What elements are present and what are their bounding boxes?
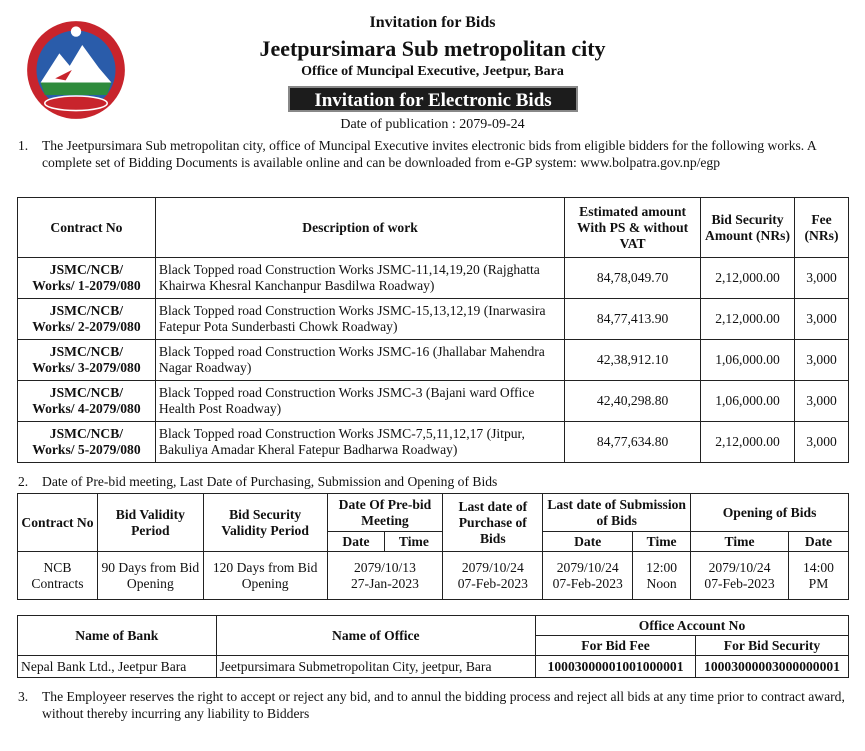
contract-cell: NCB Contracts	[18, 552, 98, 600]
col-bid-validity: Bid Validity Period	[97, 494, 203, 552]
col-bid-fee: For Bid Fee	[536, 636, 696, 656]
amount-cell: 42,40,298.80	[565, 381, 701, 422]
works-table	[17, 197, 849, 463]
col-last-purchase: Last date of Purchase of Bids	[443, 494, 543, 552]
dates-table	[17, 493, 849, 600]
fee-cell: 3,000	[795, 340, 849, 381]
contract-no-cell: JSMC/NCB/ Works/ 5-2079/080	[18, 422, 156, 463]
col-description: Description of work	[155, 198, 564, 258]
notice-heading: Invitation for Bids	[369, 14, 496, 31]
security-cell: 1,06,000.00	[701, 340, 795, 381]
security-account-cell: 10003000003000000001	[696, 656, 849, 678]
sub-time: Time	[633, 532, 691, 552]
description-cell: Black Topped road Construction Works JSMC-3 (Bajani ward Office Health Post Roadway)	[155, 381, 564, 422]
security-cell: 2,12,000.00	[701, 299, 795, 340]
col-bid-security: For Bid Security	[696, 636, 849, 656]
amount-cell: 42,38,912.10	[565, 340, 701, 381]
sub-date: Date	[543, 532, 633, 552]
validity-cell: 90 Days from Bid Opening	[97, 552, 203, 600]
amount-cell: 84,78,049.70	[565, 258, 701, 299]
col-estimated-amount: Estimated amount With PS & without VAT	[565, 198, 701, 258]
table-row	[18, 381, 849, 422]
contract-no-cell: JSMC/NCB/ Works/ 1-2079/080	[18, 258, 156, 299]
paragraph-number: 2.	[18, 474, 29, 489]
security-validity-cell: 120 Days from Bid Opening	[203, 552, 327, 600]
sub-time: Time	[691, 532, 789, 552]
paragraph-3	[18, 688, 854, 722]
col-prebid-meeting: Date Of Pre-bid Meeting	[327, 494, 443, 532]
dates-header-row	[18, 494, 849, 532]
security-cell: 1,06,000.00	[701, 381, 795, 422]
opening-time-cell: 14:00 PM	[788, 552, 848, 600]
col-last-submission: Last date of Submission of Bids	[543, 494, 691, 532]
fee-cell: 3,000	[795, 422, 849, 463]
fee-cell: 3,000	[795, 381, 849, 422]
contract-no-cell: JSMC/NCB/ Works/ 4-2079/080	[18, 381, 156, 422]
sub-date: Date	[327, 532, 385, 552]
col-office-account: Office Account No	[536, 616, 849, 636]
paragraph-text: The Jeetpursimara Sub metropolitan city, office of Muncipal Executive invites electronic bids from eligible bidders for the following works. A complete set of Bidding Documents is available online and can be downloaded from e-GP system: www.bolpatra.gov.np/egp	[42, 138, 816, 170]
bank-cell: Nepal Bank Ltd., Jeetpur Bara	[18, 656, 217, 678]
col-security-validity: Bid Security Validity Period	[203, 494, 327, 552]
sub-date: Date	[788, 532, 848, 552]
description-cell: Black Topped road Construction Works JSMC-11,14,19,20 (Rajghatta Khairwa Khesral Kanchanpur Basdilwa Roadway)	[155, 258, 564, 299]
fee-account-cell: 10003000001001000001	[536, 656, 696, 678]
table-row	[18, 299, 849, 340]
works-header-row	[18, 198, 849, 258]
col-contract-no: Contract No	[18, 494, 98, 552]
col-bank-name: Name of Bank	[18, 616, 217, 656]
description-cell: Black Topped road Construction Works JSMC-7,5,11,12,17 (Jitpur, Bakuliya Amadar Kheral Fatepur Badharwa Roadway)	[155, 422, 564, 463]
paragraph-number: 1.	[18, 138, 29, 153]
col-fee: Fee (NRs)	[795, 198, 849, 258]
col-opening: Opening of Bids	[691, 494, 849, 532]
amount-cell: 84,77,634.80	[565, 422, 701, 463]
table-row	[18, 422, 849, 463]
paragraph-2	[18, 473, 854, 490]
opening-date-cell: 2079/10/24 07-Feb-2023	[691, 552, 789, 600]
security-cell: 2,12,000.00	[701, 422, 795, 463]
sub-time: Time	[385, 532, 443, 552]
paragraph-1	[18, 137, 854, 171]
contract-no-cell: JSMC/NCB/ Works/ 2-2079/080	[18, 299, 156, 340]
table-row	[18, 258, 849, 299]
col-bid-security: Bid Security Amount (NRs)	[701, 198, 795, 258]
bank-table	[17, 615, 849, 678]
description-cell: Black Topped road Construction Works JSMC-16 (Jhallabar Mahendra Nagar Roadway)	[155, 340, 564, 381]
office-name: Office of Muncipal Executive, Jeetpur, Bara	[301, 64, 564, 79]
purchase-cell: 2079/10/24 07-Feb-2023	[443, 552, 543, 600]
prebid-cell: 2079/10/13 27-Jan-2023	[327, 552, 443, 600]
fee-cell: 3,000	[795, 299, 849, 340]
paragraph-text: Date of Pre-bid meeting, Last Date of Purchasing, Submission and Opening of Bids	[42, 474, 498, 489]
submission-time-cell: 12:00 Noon	[633, 552, 691, 600]
contract-no-cell: JSMC/NCB/ Works/ 3-2079/080	[18, 340, 156, 381]
col-contract-no: Contract No	[18, 198, 156, 258]
paragraph-number: 3.	[18, 689, 29, 704]
paragraph-text: The Employeer reserves the right to accept or reject any bid, and to annul the bidding process and reject all bids at any time prior to contract award, without thereby incurring any liability to Bidders	[42, 689, 845, 721]
table-row	[18, 656, 849, 678]
col-office-name: Name of Office	[216, 616, 535, 656]
fee-cell: 3,000	[795, 258, 849, 299]
municipality-name: Jeetpursimara Sub metropolitan city	[259, 36, 606, 61]
office-cell: Jeetpursimara Submetropolitan City, jeetpur, Bara	[216, 656, 535, 678]
security-cell: 2,12,000.00	[701, 258, 795, 299]
amount-cell: 84,77,413.90	[565, 299, 701, 340]
table-row	[18, 340, 849, 381]
submission-date-cell: 2079/10/24 07-Feb-2023	[543, 552, 633, 600]
description-cell: Black Topped road Construction Works JSMC-15,13,12,19 (Inarwasira Fatepur Pota Sunderbasti Chowk Roadway)	[155, 299, 564, 340]
notice-banner: Invitation for Electronic Bids	[288, 86, 578, 112]
publication-date: Date of publication : 2079-09-24	[340, 117, 525, 132]
table-row	[18, 552, 849, 600]
bank-header-row	[18, 616, 849, 636]
